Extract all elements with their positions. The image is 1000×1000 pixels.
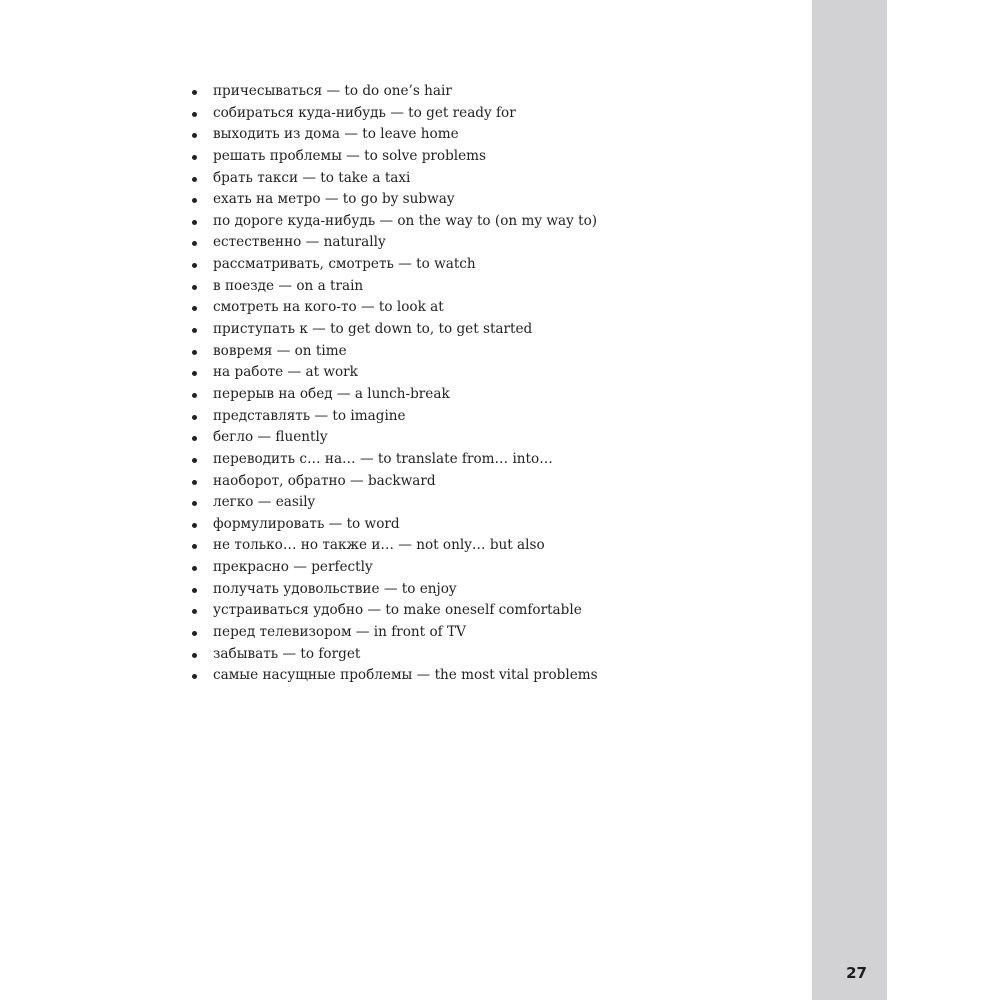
vocabulary-entry-text: забывать — to forget bbox=[213, 645, 361, 662]
vocabulary-entry-text: приступать к — to get down to, to get started bbox=[213, 321, 533, 338]
vocabulary-entry-text: по дороге куда-нибудь — on the way to (on my way to) bbox=[213, 212, 598, 229]
vocabulary-entry-text: не только… но также и… — not only… but also bbox=[213, 537, 545, 554]
vocabulary-item bbox=[192, 362, 598, 384]
bullet-icon bbox=[192, 544, 197, 549]
vocabulary-item bbox=[192, 471, 598, 493]
bullet-icon bbox=[192, 653, 197, 658]
bullet-icon bbox=[192, 566, 197, 571]
vocabulary-entry-text: естественно — naturally bbox=[213, 234, 386, 251]
vocabulary-item bbox=[192, 600, 598, 622]
bullet-icon bbox=[192, 285, 197, 290]
bullet-icon bbox=[192, 501, 197, 506]
vocabulary-item bbox=[192, 254, 598, 276]
vocabulary-entry-text: рассматривать, смотреть — to watch bbox=[213, 256, 476, 273]
bullet-icon bbox=[192, 198, 197, 203]
page-number: 27 bbox=[846, 964, 867, 982]
bullet-icon bbox=[192, 393, 197, 398]
bullet-icon bbox=[192, 371, 197, 376]
vocabulary-entry-text: получать удовольствие — to enjoy bbox=[213, 580, 457, 597]
bullet-icon bbox=[192, 155, 197, 160]
vocabulary-item bbox=[192, 665, 598, 687]
vocabulary-entry-text: причесываться — to do one’s hair bbox=[213, 83, 452, 99]
vocabulary-entry-text: формулировать — to word bbox=[213, 515, 400, 532]
vocabulary-item bbox=[192, 492, 598, 514]
vocabulary-entry-text: перерыв на обед — a lunch-break bbox=[213, 385, 450, 402]
vocabulary-item bbox=[192, 514, 598, 536]
bullet-icon bbox=[192, 177, 197, 182]
bullet-icon bbox=[192, 112, 197, 117]
bullet-icon bbox=[192, 609, 197, 614]
bullet-icon bbox=[192, 133, 197, 138]
vocabulary-item bbox=[192, 557, 598, 579]
vocabulary-item bbox=[192, 211, 598, 233]
vocabulary-entry-text: легко — easily bbox=[213, 494, 316, 511]
vocabulary-item bbox=[192, 276, 598, 298]
bullet-icon bbox=[192, 350, 197, 355]
vocabulary-item bbox=[192, 232, 598, 254]
vocabulary-item bbox=[192, 384, 598, 406]
vocabulary-entry-text: бегло — fluently bbox=[213, 429, 328, 446]
vocabulary-entry-text: брать такси — to take a taxi bbox=[213, 169, 411, 186]
vocabulary-item bbox=[192, 341, 598, 363]
vocabulary-entry-text: собираться куда-нибудь — to get ready for bbox=[213, 104, 516, 121]
bullet-icon bbox=[192, 328, 197, 333]
vocabulary-entry-text: переводить с… на… — to translate from… into… bbox=[213, 450, 553, 467]
bullet-icon bbox=[192, 480, 197, 485]
vocabulary-entry-text: представлять — to imagine bbox=[213, 407, 406, 424]
vocabulary-item bbox=[192, 622, 598, 644]
vocabulary-item bbox=[192, 81, 598, 103]
vocabulary-item bbox=[192, 644, 598, 666]
bullet-icon bbox=[192, 631, 197, 636]
vocabulary-entry-text: устраиваться удобно — to make oneself comfortable bbox=[213, 602, 582, 619]
vocabulary-list bbox=[192, 81, 598, 687]
vocabulary-entry-text: в поезде — on a train bbox=[213, 277, 364, 294]
vocabulary-entry-text: решать проблемы — to solve problems bbox=[213, 147, 487, 164]
vocabulary-item bbox=[192, 449, 598, 471]
vocabulary-item bbox=[192, 146, 598, 168]
bullet-icon bbox=[192, 90, 197, 95]
bullet-icon bbox=[192, 436, 197, 441]
bullet-icon bbox=[192, 674, 197, 679]
vocabulary-entry-text: выходить из дома — to leave home bbox=[213, 126, 459, 143]
vocabulary-entry-text: ехать на метро — to go by subway bbox=[213, 191, 455, 208]
vocabulary-item bbox=[192, 168, 598, 190]
bullet-icon bbox=[192, 306, 197, 311]
vocabulary-entry-text: прекрасно — perfectly bbox=[213, 559, 373, 576]
vocabulary-item bbox=[192, 535, 598, 557]
bullet-icon bbox=[192, 458, 197, 463]
vocabulary-entry-text: на работе — at work bbox=[213, 364, 358, 381]
vocabulary-entry-text: смотреть на кого-то — to look at bbox=[213, 299, 444, 316]
vocabulary-entry-text: самые насущные проблемы — the most vital problems bbox=[213, 667, 598, 684]
vocabulary-item bbox=[192, 406, 598, 428]
vocabulary-item bbox=[192, 297, 598, 319]
bullet-icon bbox=[192, 588, 197, 593]
vocabulary-item bbox=[192, 103, 598, 125]
vocabulary-item bbox=[192, 427, 598, 449]
bullet-icon bbox=[192, 241, 197, 246]
vocabulary-item bbox=[192, 124, 598, 146]
vocabulary-item bbox=[192, 189, 598, 211]
vocabulary-item bbox=[192, 319, 598, 341]
vocabulary-entry-text: перед телевизором — in front of TV bbox=[213, 624, 466, 641]
bullet-icon bbox=[192, 415, 197, 420]
vocabulary-entry-text: вовремя — on time bbox=[213, 342, 347, 359]
vocabulary-item bbox=[192, 579, 598, 601]
bullet-icon bbox=[192, 523, 197, 528]
bullet-icon bbox=[192, 220, 197, 225]
margin-strip bbox=[812, 0, 887, 1000]
vocabulary-entry-text: наоборот, обратно — backward bbox=[213, 472, 436, 489]
bullet-icon bbox=[192, 263, 197, 268]
